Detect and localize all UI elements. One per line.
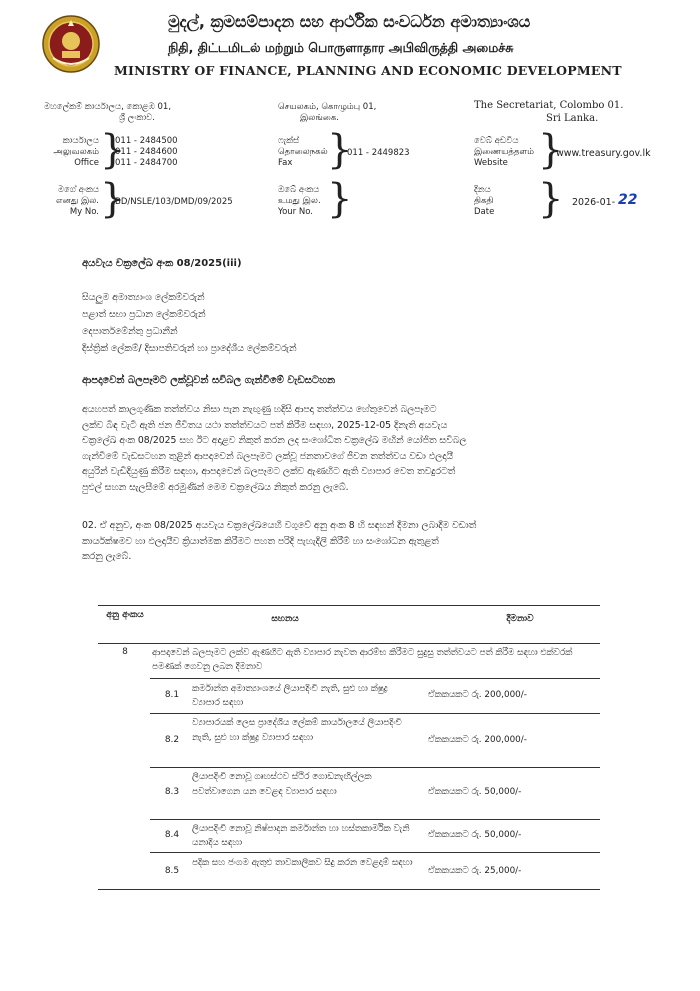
office-label-si: කාර්යාලය — [62, 136, 99, 146]
paragraph-1-line: අයහපත් කාලගුණික තත්ත්වය නිසා පැන නැඟුණු හදිසි ආපදා තත්ත්වය හේතුවෙන් බලපෑමට — [82, 404, 437, 415]
table-row-text: පදික සහ ජංගම ඇතුළු තාවකාලිකව සිදු කරන වෙළදාම් සඳහා — [192, 858, 413, 868]
brace-icon: } — [538, 176, 564, 222]
fax-label-ta: தொலைநகல் — [278, 147, 328, 157]
website-label-si: වෙබ් අඩවිය — [474, 136, 519, 146]
date-label-si: දිනය — [474, 185, 491, 195]
office-label-ta: அலுவலகம் — [53, 147, 99, 157]
brace-icon: } — [538, 127, 564, 173]
address-english — [474, 99, 623, 125]
your-no-labels — [278, 185, 321, 218]
table-row-no: 8.2 — [164, 735, 180, 745]
table-header-no: අනු අංකය — [106, 610, 144, 620]
paragraph-1-line: අයුරින් වැඩිදියුණු කිරීම සඳහා, ආපදාවෙන් බලපෑමට ලක්ව ඇණහිට ඇති ව්‍යාපාර වෙත තවදුරටත් — [82, 466, 456, 477]
office-number-1: 011 - 2484500 — [115, 136, 178, 146]
your-no-label-en: Your No. — [278, 207, 313, 217]
my-no-labels — [44, 185, 99, 218]
office-number-2: 011 - 2484600 — [115, 147, 178, 157]
table-row-text: කර්මාන්ත අමාත්‍යාංශයේ ලියාපදිංචි නැති, සුළු හා ක්ෂුද්‍ර ව්‍යාපාර සඳහා — [192, 684, 388, 708]
website-label-ta: இணையத்தளம் — [474, 147, 534, 157]
my-no-label-en: My No. — [69, 207, 99, 217]
ministry-title-tamil: நிதி, திட்டமிடல் மற்றும் பொருளாதார அபிவிருத்தி அமைச்சு — [168, 40, 514, 55]
recipient-4: දිස්ත්‍රික් ලේකම්/ දිසාපතිවරුන් හා ප්‍රාදේශීය ලේකම්වරුන් — [82, 343, 297, 354]
website-url[interactable]: www.treasury.gov.lk — [556, 148, 651, 159]
brace-icon: } — [100, 176, 126, 222]
address-english-line2: Sri Lanka. — [546, 113, 599, 124]
address-sinhala — [44, 102, 171, 124]
fax-label-si: ෆැක්ස් — [278, 136, 300, 146]
address-tamil-line1: செயலகம், கொழும்பு 01, — [278, 102, 377, 112]
fax-label-en: Fax — [278, 158, 293, 168]
table-row-amount: ඒකකයකට රු. 50,000/- — [428, 830, 522, 840]
table-row-no: 8.1 — [164, 690, 180, 700]
government-emblem — [41, 14, 101, 74]
table-main-text: ආපදාවෙන් බලපෑමට ලක්ව ඇණහිට ඇති ව්‍යාපාර නැවත ආරම්භ කිරීමට සුදුසු තත්ත්වයට පත් කිරීම සඳහා එක්වරක් පමණක් ගෙවනු ලබන දීමනාව — [152, 648, 573, 672]
your-no-label-si: ඔබේ අංකය — [278, 185, 320, 195]
address-english-line1: The Secretariat, Colombo 01. — [474, 100, 624, 111]
address-tamil — [278, 102, 376, 124]
date-label-en: Date — [474, 207, 495, 217]
date-labels — [474, 185, 494, 218]
table-row-text: ලියාපදිංචි නොවූ නිෂ්පාදන කර්මාන්ත හා හස්තකාර්මික වැනි යනාදිය සඳහා — [192, 824, 410, 848]
address-tamil-line2: இலங்கை. — [300, 113, 339, 123]
paragraph-1-line: ගැන්වීමේ වැඩසටහන තුළින් ආපදාවෙන් බලපෑමට ලක්වූ ජනතාවගේ ජීවන තත්ත්වය වඩා ඵලදායී — [82, 450, 454, 462]
address-sinhala-line1: මහලේකම් කාර්යාලය, කොළඹ 01, — [44, 102, 172, 112]
fax-number: 011 - 2449823 — [347, 148, 410, 158]
office-number-3: 011 - 2484700 — [115, 158, 178, 168]
office-numbers — [115, 136, 178, 169]
website-labels — [474, 136, 534, 169]
fax-labels — [278, 136, 328, 169]
table-row-text: ලියාපදිංචි නොවූ ගෘහස්ථව ස්ථිර ගොඩනැඟිල්ලක පවත්වාගෙන යන වෙළඳ ව්‍යාපාර සඳහා — [192, 772, 372, 797]
table-header-allowance: දීමනාව — [506, 614, 534, 624]
circular-number: අයවැය චක්‍රලේඛ අංක 08/2025(iii) — [82, 258, 242, 269]
office-label-en: Office — [74, 158, 99, 168]
paragraph-2-line: 02. ඒ අනුව, අංක 08/2025 අයවැය චක්‍රලේඛයෙහි වගුවේ අනු අංක 8 හි සඳහන් දීමනා ලබාදීම වඩාත් — [82, 520, 477, 531]
brace-icon: } — [100, 127, 126, 173]
table-row-no: 8.4 — [164, 830, 180, 840]
date-value: 2026-01- — [572, 197, 616, 208]
recipient-1: සියලුම අමාත්‍යාංශ ලේකම්වරුන් — [82, 292, 205, 303]
subject-heading: ආපදාවෙන් බලපෑමට ලක්වූවන් සවිබල ගැන්වීමේ වැඩසටහන — [82, 375, 336, 386]
brace-icon: } — [327, 127, 353, 173]
paragraph-2-line: කාර්යක්ෂමව හා ඵලදායීව ක්‍රියාත්මක කිරීමට පහත පරිදි පැහැදිලි කිරීම් හා සංශෝධන ඇතුළත් — [82, 535, 439, 547]
paragraph-1 — [82, 402, 622, 495]
table-row-no: 8.5 — [164, 866, 180, 876]
ministry-title-english: MINISTRY OF FINANCE, PLANNING AND ECONOMIC DEVELOPMENT — [114, 63, 622, 78]
recipients-list — [82, 289, 296, 357]
paragraph-1-line: පුළුල් සහන සැලසීමේ අරමුණින් මෙම චක්‍රලේඛය නිකුත් කරනු ලැබේ. — [82, 481, 349, 493]
paragraph-2 — [82, 518, 622, 565]
table-row-text: ව්‍යාපාරයක් ලෙස ප්‍රාදේශීය ලේකම් කාර්යාලයේ ලියාපදිංචි නැති, සුළු හා ක්ෂුද්‍ර ව්‍යාපාර සඳහා — [192, 718, 402, 743]
website-label-en: Website — [474, 158, 508, 168]
table-row-amount: ඒකකයකට රු. 200,000/- — [428, 690, 527, 700]
paragraph-1-line: ලක්ව බිඳ වැටී ඇති ජන ජීවිතය යථා තත්ත්වයට පත් කිරීම සඳහා, 2025-12-05 දිනැති අයවැය — [82, 419, 448, 431]
my-no-value: BD/NSLE/103/DMD/09/2025 — [115, 197, 233, 207]
my-no-label-si: මගේ අංකය — [57, 185, 99, 195]
date-handwritten: 22 — [618, 192, 638, 208]
table-row-amount: ඒකකයකට රු. 200,000/- — [428, 735, 527, 745]
my-no-label-ta: எனது இல. — [56, 196, 99, 206]
brace-icon: } — [327, 176, 353, 222]
table-row-amount: ඒකකයකට රු. 50,000/- — [428, 787, 522, 797]
table-main-no: 8 — [122, 647, 128, 657]
ministry-title-sinhala: මුදල්, ක්‍රමසම්පාදන සහ ආර්ථික සංවර්ධන අමාත්‍යාංශය — [168, 12, 531, 31]
table-header-relief: සහනය — [271, 614, 299, 624]
date-label-ta: திகதி — [474, 196, 494, 206]
table-row-amount: ඒකකයකට රු. 25,000/- — [428, 866, 522, 876]
paragraph-1-line: චක්‍රලේඛ අංක 08/2025 සහ ඊට අදාළව නිකුත් කරන ලද සංශෝධිත චක්‍රලේඛ මඟින් යෝජිත සවිබල — [82, 435, 467, 446]
your-no-label-ta: உமது இல. — [278, 196, 321, 206]
paragraph-2-line: කරනු ලැබේ. — [82, 551, 132, 562]
table-row-no: 8.3 — [164, 787, 180, 797]
recipient-2: පළාත් සභා ප්‍රධාන ලේකම්වරුන් — [82, 309, 206, 320]
address-sinhala-line2: ශ්‍රී ලංකාව. — [119, 113, 155, 123]
recipient-3: දෙපාර්තමේන්තු ප්‍රධානීන් — [82, 326, 178, 337]
office-labels — [44, 136, 99, 169]
